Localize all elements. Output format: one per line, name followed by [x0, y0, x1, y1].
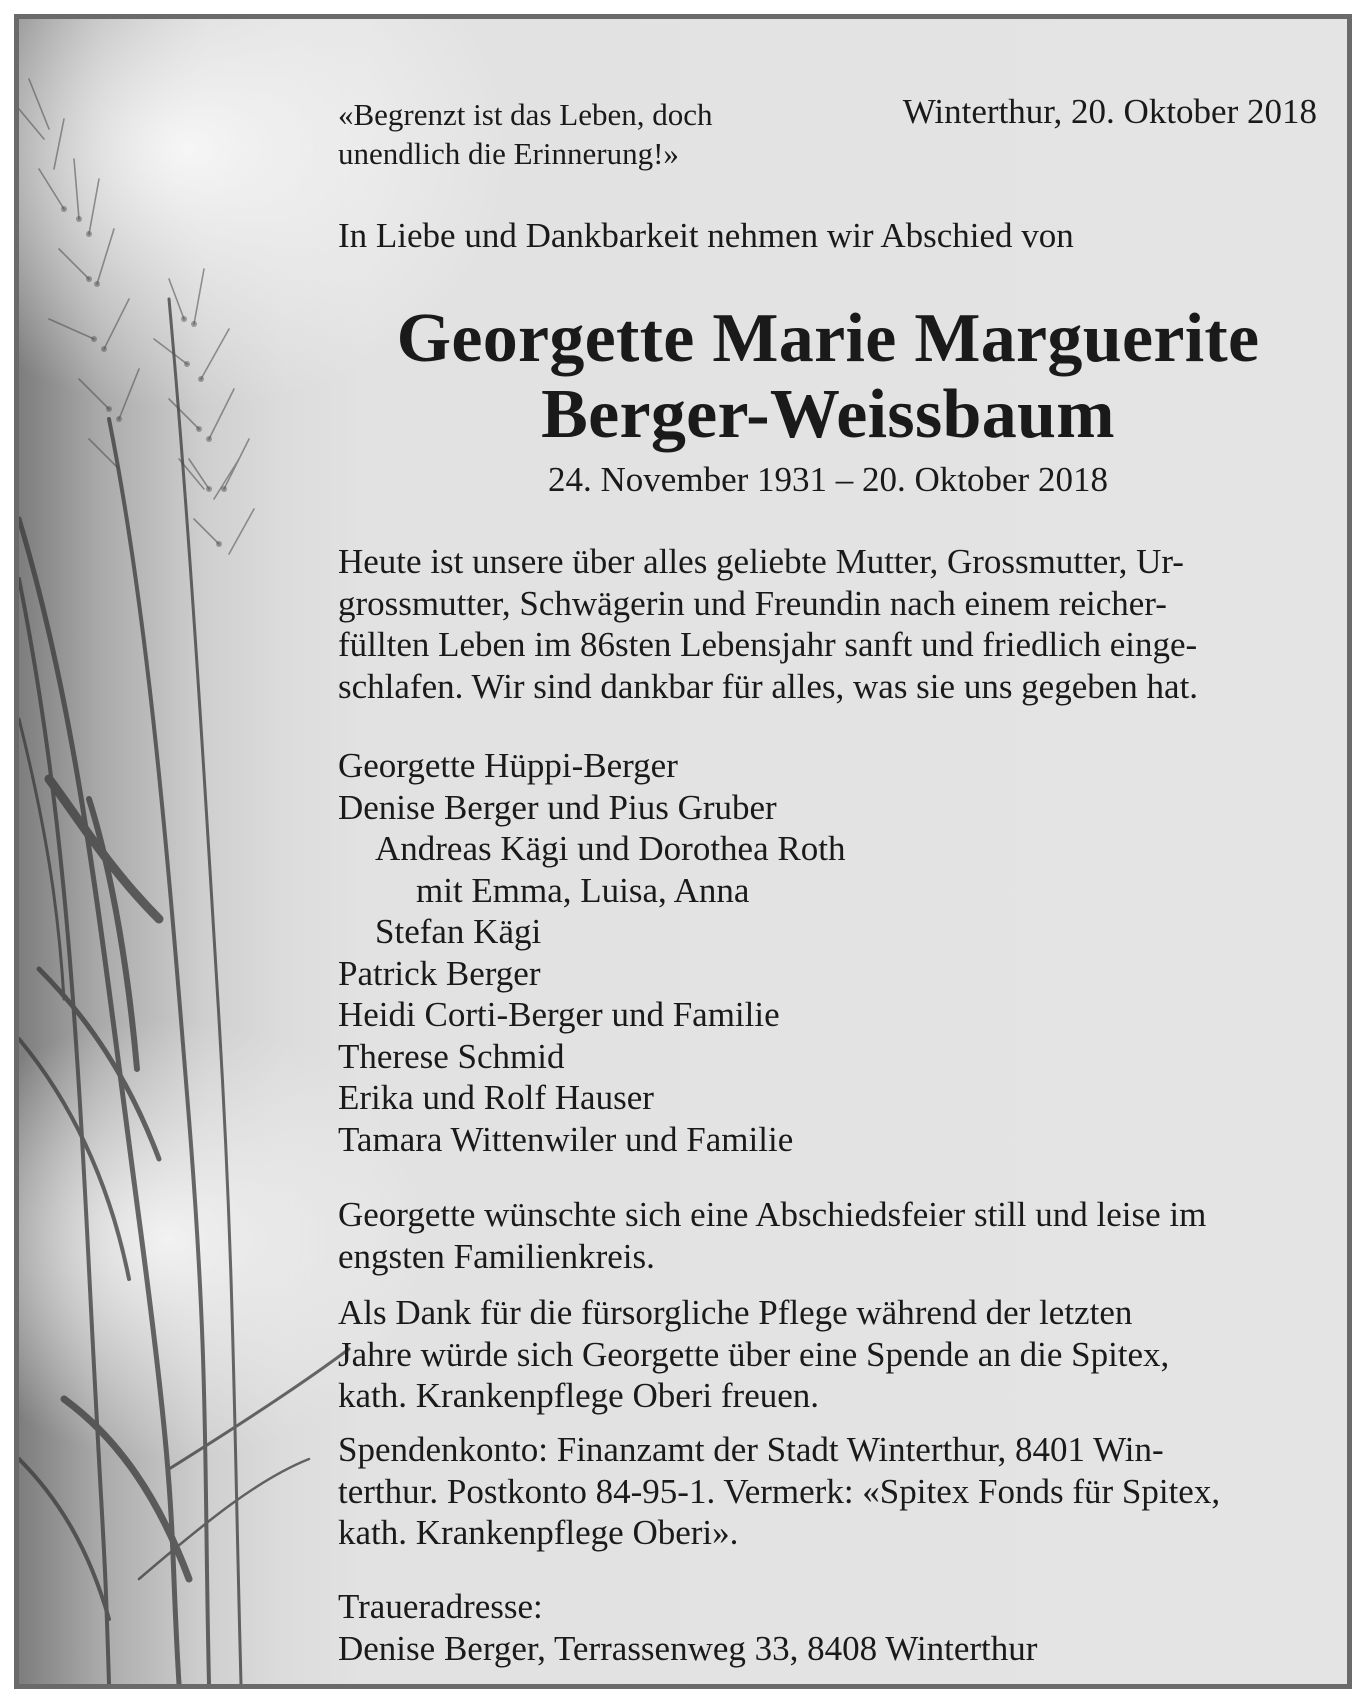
- life-dates: 24. November 1931 – 20. Oktober 2018: [548, 460, 1108, 499]
- place-date: Winterthur, 20. Oktober 2018: [902, 92, 1317, 131]
- mourner-item: Denise Berger und Pius Gruber: [338, 787, 777, 827]
- announcement-line: schlafen. Wir sind dankbar für alles, was sie uns gegeben hat.: [338, 666, 1199, 706]
- announcement-line: füllten Leben im 86sten Lebensjahr sanft und friedlich einge-: [338, 625, 1198, 664]
- name-line-2: Berger-Weissbaum: [541, 376, 1115, 453]
- mourner-item: Andreas Kägi und Dorothea Roth: [375, 829, 846, 868]
- mourner-item: mit Emma, Luisa, Anna: [416, 870, 750, 910]
- paragraph-line: engsten Familienkreis.: [338, 1236, 655, 1276]
- paragraph-line: Als Dank für die fürsorgliche Pflege während der letzten: [338, 1293, 1133, 1332]
- paragraph-line: Spendenkonto: Finanzamt der Stadt Winterthur, 8401 Win-: [338, 1430, 1164, 1469]
- address-label: Traueradresse:: [338, 1587, 543, 1626]
- mourners-list: [338, 745, 845, 1160]
- farewell-wish-paragraph: [338, 1194, 1318, 1277]
- mourner-item: Tamara Wittenwiler und Familie: [338, 1119, 794, 1159]
- intro-line: In Liebe und Dankbarkeit nehmen wir Abschied von: [338, 216, 1074, 255]
- donation-account-paragraph: [338, 1429, 1318, 1554]
- announcement-line: grossmutter, Schwägerin und Freundin nach einem reicher-: [338, 583, 1167, 623]
- mourner-item: Heidi Corti-Berger und Familie: [338, 995, 780, 1034]
- paragraph-line: terthur. Postkonto 84-95-1. Vermerk: «Spitex Fonds für Spitex,: [338, 1471, 1221, 1511]
- announcement-line: Heute ist unsere über alles geliebte Mutter, Grossmutter, Ur-: [338, 542, 1184, 581]
- paragraph-line: Jahre würde sich Georgette über eine Spende an die Spitex,: [338, 1334, 1170, 1374]
- paragraph-line: kath. Krankenpflege Oberi freuen.: [338, 1376, 820, 1415]
- donation-paragraph: [338, 1292, 1318, 1417]
- name-line-1: Georgette Marie Marguerite: [396, 300, 1260, 377]
- motto-quote: [338, 95, 712, 173]
- mourner-item: Erika und Rolf Hauser: [338, 1078, 654, 1117]
- deceased-name: [338, 301, 1318, 453]
- motto-line: unendlich die Erinnerung!»: [338, 136, 679, 171]
- paragraph-line: kath. Krankenpflege Oberi».: [338, 1513, 739, 1552]
- announcement-paragraph: [338, 541, 1318, 707]
- obituary-notice: [14, 14, 1352, 1689]
- mourning-address: [338, 1586, 1037, 1669]
- paragraph-line: Georgette wünschte sich eine Abschiedsfeier still und leise im: [338, 1195, 1207, 1234]
- mourner-item: Patrick Berger: [338, 953, 541, 993]
- mourner-item: Therese Schmid: [338, 1036, 565, 1076]
- address-value: Denise Berger, Terrassenweg 33, 8408 Winterthur: [338, 1628, 1038, 1668]
- mourner-item: Stefan Kägi: [375, 912, 542, 951]
- mourner-item: Georgette Hüppi-Berger: [338, 746, 678, 785]
- motto-line: «Begrenzt ist das Leben, doch: [338, 97, 713, 132]
